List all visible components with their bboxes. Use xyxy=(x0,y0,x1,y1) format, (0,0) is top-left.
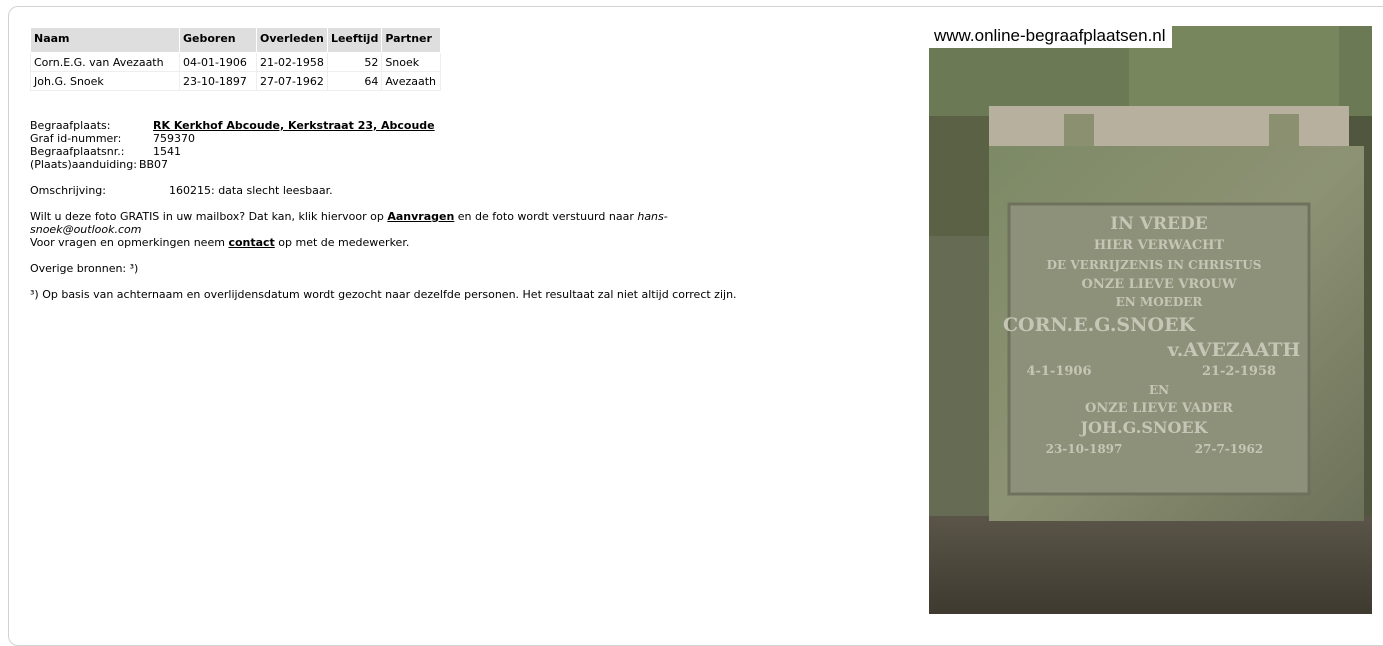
grave-photo xyxy=(929,26,1372,614)
aanduiding-row xyxy=(30,158,890,171)
omschrijving-row xyxy=(30,184,890,197)
gravestone-image xyxy=(929,26,1372,614)
begraafplaatsnr-value: 1541 xyxy=(153,145,181,158)
stone-line: HIER VERWACHT xyxy=(1093,238,1225,253)
cell-overleden: 21-02-1958 xyxy=(257,53,328,72)
stone-line: EN xyxy=(1148,383,1170,397)
col-naam: Naam xyxy=(31,28,180,53)
aanduiding-label: (Plaats)aanduiding: xyxy=(30,158,137,171)
cell-geboren: 23-10-1897 xyxy=(180,72,257,91)
sources-footnote: ³) Op basis van achternaam en overlijdensdatum wordt gezocht naar dezelfde personen. Het resultaat zal niet altijd correct zijn. xyxy=(30,288,737,301)
col-geboren: Geboren xyxy=(180,28,257,53)
stone-line: v.AVEZAATH xyxy=(1167,339,1301,361)
begraafplaatsnr-label: Begraafplaatsnr.: xyxy=(30,145,125,158)
contact-text-before: Voor vragen en opmerkingen neem xyxy=(30,236,229,249)
watermark: www.online-begraafplaatsen.nl xyxy=(929,26,1172,48)
graf-label: Graf id-nummer: xyxy=(30,132,122,145)
email-address: hans-snoek@outlook.com xyxy=(30,210,668,236)
aanduiding-value: BB07 xyxy=(138,158,169,171)
col-leeftijd: Leeftijd xyxy=(327,28,381,53)
request-text xyxy=(30,210,770,236)
cell-leeftijd: 52 xyxy=(327,53,381,72)
table-header-row xyxy=(31,28,441,53)
stone-line: 4-1-1906 xyxy=(1026,364,1092,379)
begraafplaats-row xyxy=(30,119,890,132)
graf-row xyxy=(30,132,890,145)
stone-line: IN VREDE xyxy=(1110,214,1208,234)
grave-details xyxy=(30,27,890,301)
stone-line: 27-7-1962 xyxy=(1194,442,1264,456)
stone-line: JOH.G.SNOEK xyxy=(1080,418,1208,437)
request-text-after: en de foto wordt verstuurd naar xyxy=(454,210,638,223)
cemetery-link[interactable]: RK Kerkhof Abcoude, Kerkstraat 23, Abcoude xyxy=(153,119,435,132)
begraafplaats-label: Begraafplaats: xyxy=(30,119,111,132)
graf-value: 759370 xyxy=(153,132,195,145)
omschrijving-label: Omschrijving: xyxy=(30,184,106,197)
cell-leeftijd: 64 xyxy=(327,72,381,91)
stone-line: ONZE LIEVE VROUW xyxy=(1081,277,1237,292)
request-text-before: Wilt u deze foto GRATIS in uw mailbox? Dat kan, klik hiervoor op xyxy=(30,210,388,223)
cell-partner: Snoek xyxy=(382,53,441,72)
stone-line: CORN.E.G.SNOEK xyxy=(1002,314,1196,336)
omschrijving-value: 160215: data slecht leesbaar. xyxy=(169,184,333,197)
cell-naam: Joh.G. Snoek xyxy=(31,72,180,91)
stone-line: 23-10-1897 xyxy=(1045,442,1123,456)
stone-line: 21-2-1958 xyxy=(1201,364,1277,379)
cell-geboren: 04-01-1906 xyxy=(180,53,257,72)
cell-partner: Avezaath xyxy=(382,72,441,91)
other-sources: Overige bronnen: ³) xyxy=(30,262,139,275)
contact-text xyxy=(30,236,890,249)
aanvragen-link[interactable]: Aanvragen xyxy=(387,210,455,223)
stone-line: ONZE LIEVE VADER xyxy=(1085,401,1233,416)
cell-overleden: 27-07-1962 xyxy=(257,72,328,91)
contact-link[interactable]: contact xyxy=(228,236,275,249)
grave-info xyxy=(30,119,890,301)
table-row xyxy=(31,53,441,72)
stone-line: DE VERRIJZENIS IN CHRISTUS xyxy=(1046,258,1262,272)
begraafplaatsnr-row xyxy=(30,145,890,158)
stone-line: EN MOEDER xyxy=(1115,295,1203,309)
col-partner: Partner xyxy=(382,28,441,53)
table-row xyxy=(31,72,441,91)
contact-text-after: op met de medewerker. xyxy=(274,236,410,249)
col-overleden: Overleden xyxy=(257,28,328,53)
persons-table xyxy=(30,27,441,91)
cell-naam: Corn.E.G. van Avezaath xyxy=(31,53,180,72)
